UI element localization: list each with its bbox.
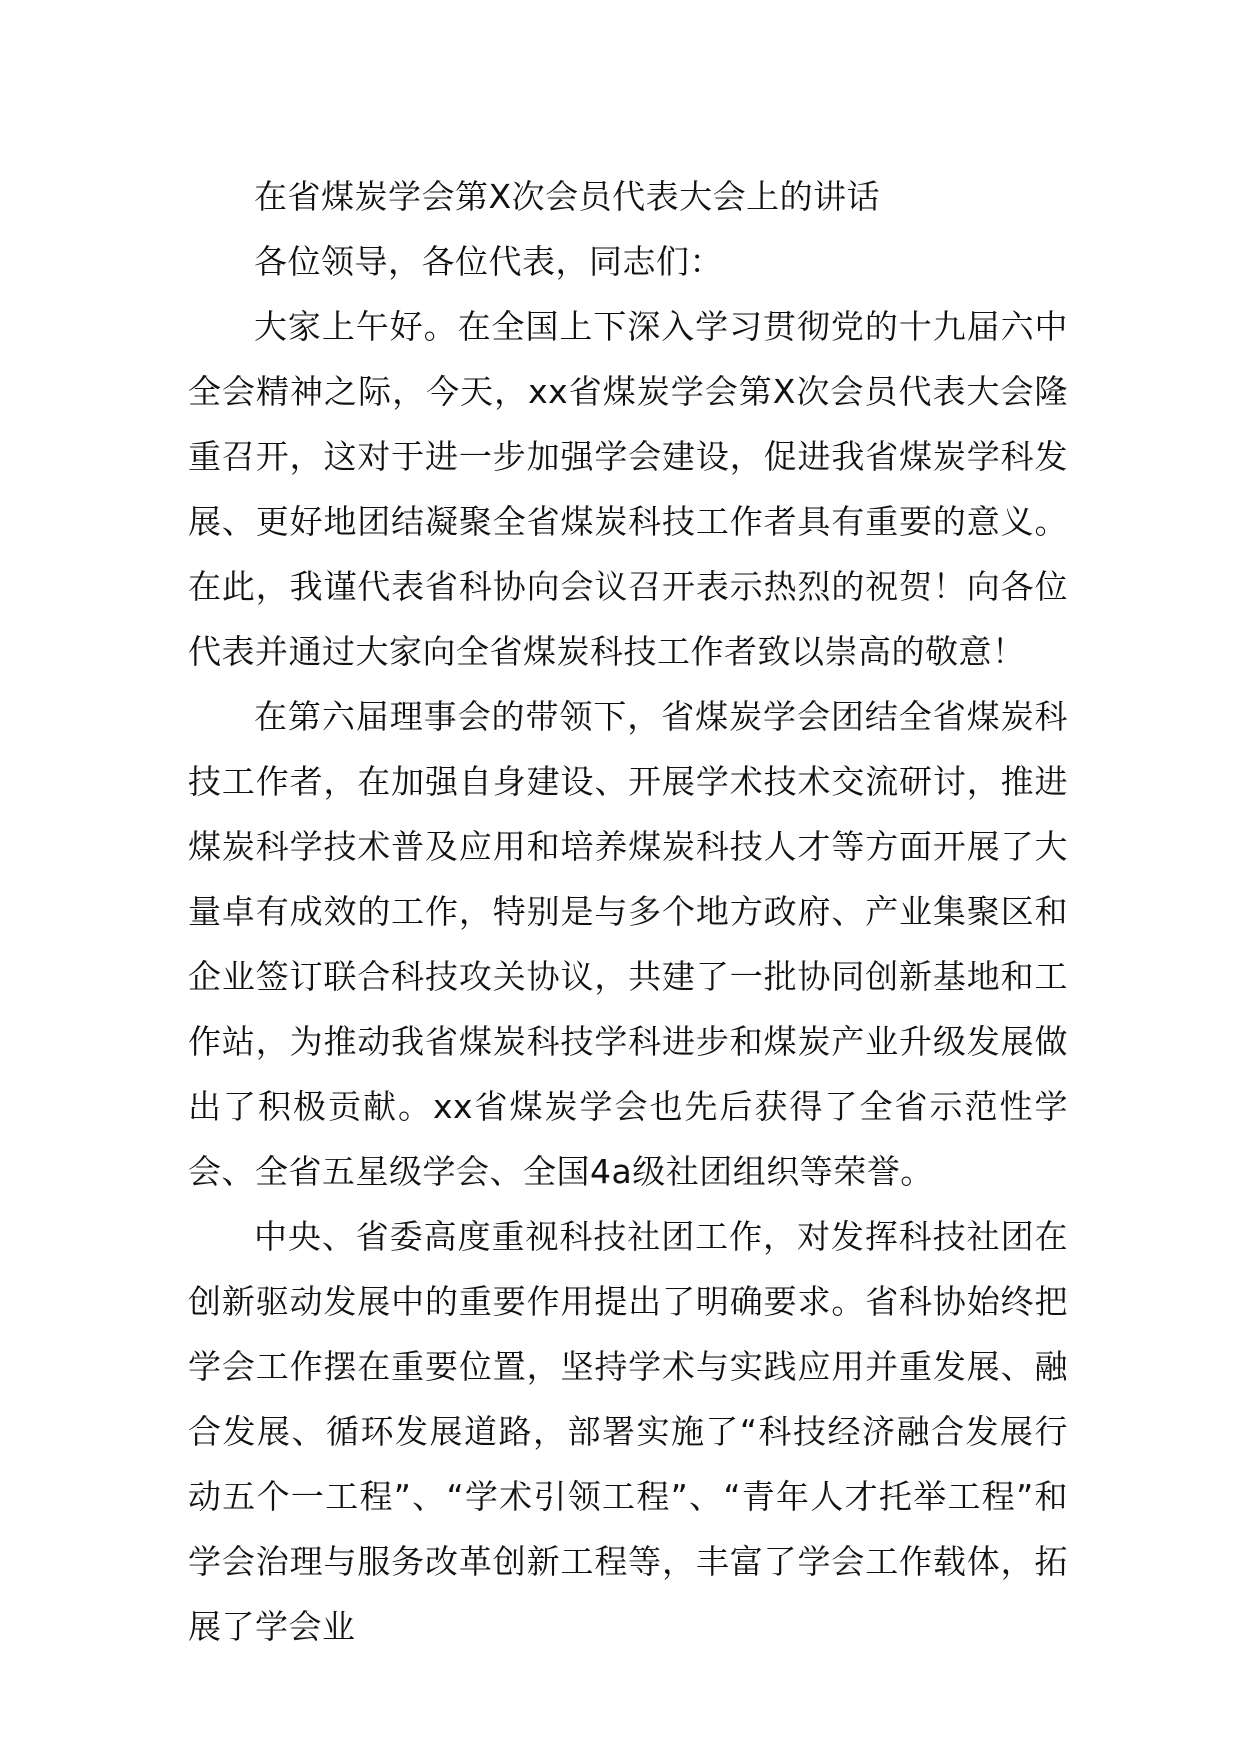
paragraph-3: 中央、省委高度重视科技社团工作，对发挥科技社团在创新驱动发展中的重要作用提出了明确要求。省科协始终把学会工作摆在重要位置，坚持学术与实践应用并重发展、融合发展、循环发展道路，部署实施了“科技经济融合发展行动五个一工程”、“学术引领工程”、“青年人才托举工程”和学会治理与服务改革创新工程等，丰富了学会工作载体，拓展了学会业 <box>188 1217 1068 1646</box>
speech-title: 在省煤炭学会第X次会员代表大会上的讲话 <box>254 177 881 216</box>
salutation: 各位领导，各位代表，同志们： <box>254 242 723 281</box>
paragraph-1: 大家上午好。在全国上下深入学习贯彻党的十九届六中全会精神之际，今天，xx省煤炭学会第X次会员代表大会隆重召开，这对于进一步加强学会建设，促进我省煤炭学科发展、更好地团结凝聚全省煤炭科技工作者具有重要的意义。在此，我谨代表省科协向会议召开表示热烈的祝贺！向各位代表并通过大家向全省煤炭科技工作者致以崇高的敬意！ <box>188 307 1068 671</box>
speech-body <box>188 164 1068 1659</box>
paragraph-2: 在第六届理事会的带领下，省煤炭学会团结全省煤炭科技工作者，在加强自身建设、开展学术技术交流研讨，推进煤炭科学技术普及应用和培养煤炭科技人才等方面开展了大量卓有成效的工作，特别是与多个地方政府、产业集聚区和企业签订联合科技攻关协议，共建了一批协同创新基地和工作站，为推动我省煤炭科技学科进步和煤炭产业升级发展做出了积极贡献。xx省煤炭学会也先后获得了全省示范性学会、全省五星级学会、全国4a级社团组织等荣誉。 <box>188 697 1068 1191</box>
